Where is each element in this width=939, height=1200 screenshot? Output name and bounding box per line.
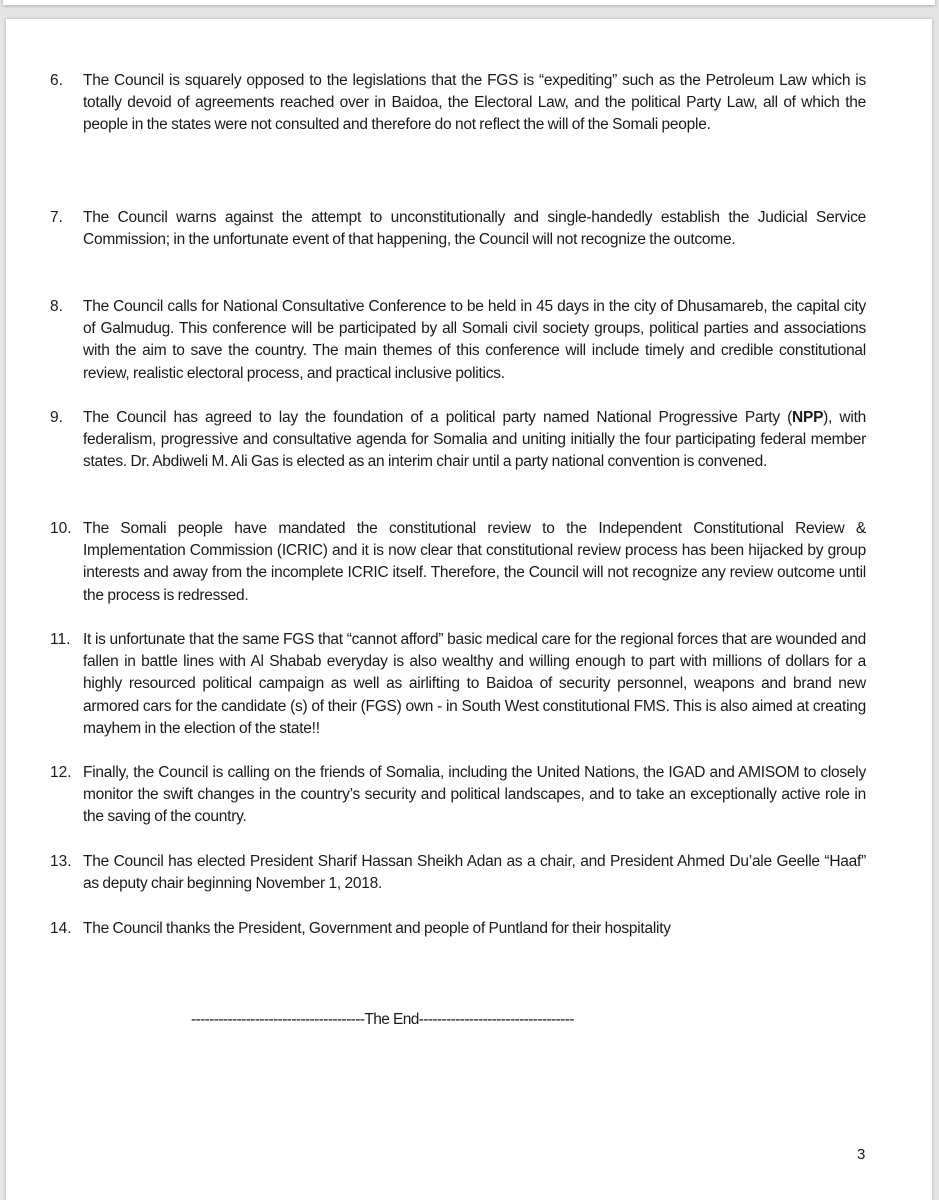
page-number: 3 [857, 1146, 866, 1163]
document-page [6, 19, 932, 1200]
item-text: The Somali people have mandated the constitutional review to the Independent Constitutional Review & Implementation Commission (ICRIC) and it is now clear that constitutional review process has been hijacked by group interests and away from the incomplete ICRIC itself. Therefore, the Council will not recognize any review outcome until the process is redressed. [83, 520, 866, 604]
item-text-part: ), with federalism, progressive and consultative agenda for Somalia and uniting initially the four participating federal member states. Dr. Abdiweli M. Ali Gas is elected as an interim chair until a party national convention is convened. [83, 409, 866, 471]
item-text-part: The Council has agreed to lay the foundation of a political party named National Progressive Party ( [83, 409, 793, 426]
item-text: The Council warns against the attempt to unconstitutionally and single-handedly establish the Judicial Service Commission; in the unfortunate event of that happening, the Council will not recognize the outcome. [83, 209, 866, 249]
item-text: The Council calls for National Consultative Conference to be held in 45 days in the city of Dhusamareb, the capital city of Galmudug. This conference will be participated by all Somali civil society groups, political parties and associations with the aim to save the country. The main themes of this conference will include timely and credible constitutional review, realistic electoral process, and practical inclusive politics. [83, 298, 866, 382]
item-number: 8. [50, 298, 63, 315]
item-number: 11. [50, 631, 71, 648]
item-number: 7. [50, 209, 63, 226]
item-text: The Council thanks the President, Government and people of Puntland for their hospitality [83, 920, 671, 937]
item-text: The Council is squarely opposed to the legislations that the FGS is “expediting” such as the Petroleum Law which is totally devoid of agreements reached over in Baidoa, the Electoral Law, and the political Party Law, all of which the people in the states were not consulted and therefore do not reflect the will of the Somali people. [83, 72, 866, 134]
end-marker: --------------------------------------The End---------------------------------- [191, 1011, 574, 1028]
item-number: 9. [50, 409, 63, 426]
item-text: Finally, the Council is calling on the friends of Somalia, including the United Nations, the IGAD and AMISOM to closely monitor the swift changes in the country’s security and political landscapes, and to take an exceptionally active role in the saving of the country. [83, 764, 866, 826]
previous-page-edge [3, 0, 935, 5]
item-text [83, 407, 866, 474]
item-number: 12. [50, 764, 72, 781]
item-number: 6. [50, 72, 63, 89]
item-text: It is unfortunate that the same FGS that “cannot afford” basic medical care for the regional forces that are wounded and fallen in battle lines with Al Shabab everyday is also wealthy and willing enough to part with millions of dollars for a highly resourced political campaign as well as airlifting to Baidoa of security personnel, weapons and brand new armored cars for the candidate (s) of their (FGS) own - in South West constitutional FMS. This is also aimed at creating mayhem in the election of the state!! [83, 631, 866, 737]
item-number: 13. [50, 853, 72, 870]
item-number: 14. [50, 920, 72, 937]
party-acronym: NPP [792, 409, 824, 426]
item-number: 10. [50, 520, 72, 537]
item-text: The Council has elected President Sharif Hassan Sheikh Adan as a chair, and President Ahmed Du’ale Geelle “Haaf” as deputy chair beginning November 1, 2018. [83, 853, 866, 893]
